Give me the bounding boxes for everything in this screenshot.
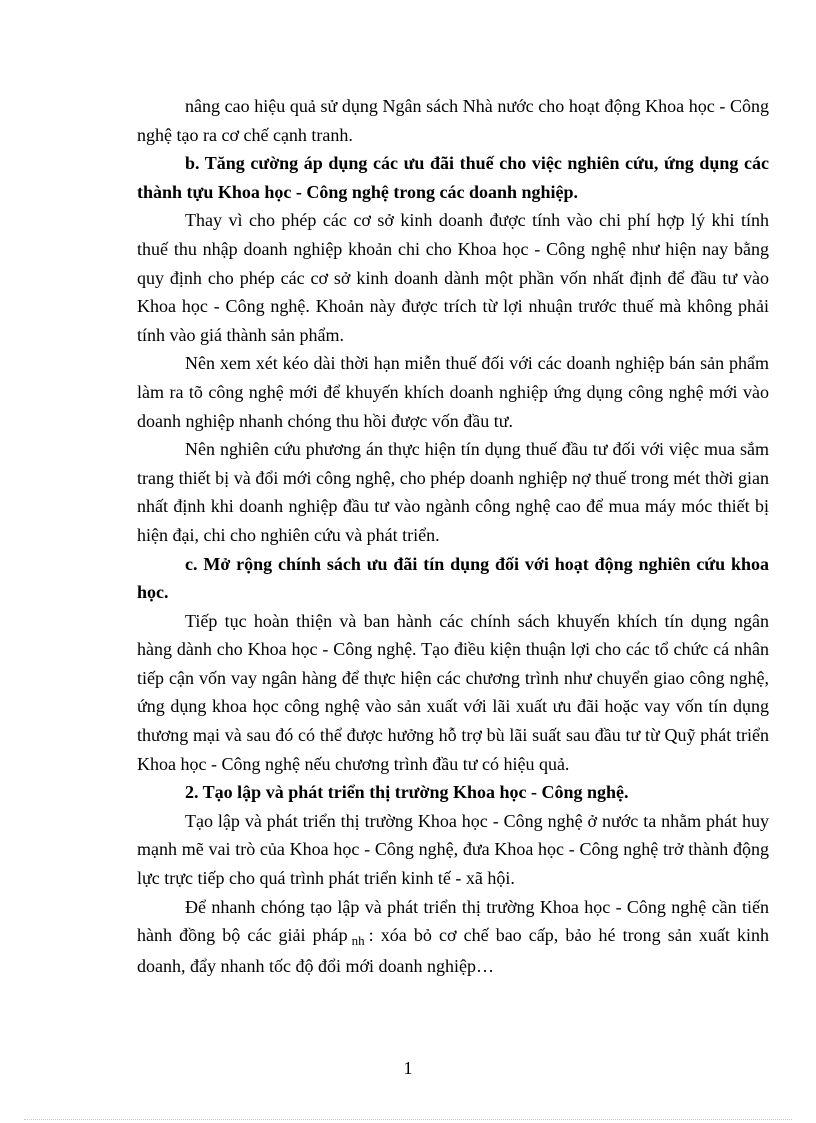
page-number: 1 — [403, 1058, 413, 1078]
paragraph-tax-deduction: Thay vì cho phép các cơ sở kinh doanh được tính vào chi phí hợp lý khi tính thuế thu nhập doanh nghiệp khoản chi cho Khoa học - Công nghệ như hiện nay bằng quy định cho phép các cơ sở kinh doanh dành một phần vốn nhất định để đầu tư vào Khoa học - Công nghệ. Khoản này được trích từ lợi nhuận trước thuế mà không phải tính vào giá thành sản phẩm. — [137, 210, 769, 345]
paragraph-credit-policy: Tiếp tục hoàn thiện và ban hành các chính sách khuyến khích tín dụng ngân hàng dành cho Khoa học - Công nghệ. Tạo điều kiện thuận lợi cho các tổ chức cá nhân tiếp cận vốn vay ngân hàng để thực hiện các chương trình như chuyển giao công nghệ, ứng dụng khoa học công nghệ vào sản xuất với lãi xuất ưu đãi hoặc vay vốn tín dụng thương mại và sau đó có thể được hưởng hỗ trợ bù lãi suất sau đầu tư từ Quỹ phát triển Khoa học - Công nghệ nếu chương trình đầu tư có hiệu quả. — [137, 610, 769, 774]
heading-technology-market: 2. Tạo lập và phát triển thị trường Khoa học - Công nghệ. — [185, 782, 629, 803]
solutions-text-before: Để nhanh chóng tạo lập và phát triển thị trường Khoa học - Công nghệ cần tiến hành đồng bộ các giải pháp — [137, 896, 769, 946]
paragraph-technology-market: Tạo lập và phát triển thị trường Khoa học - Công nghệ ở nước ta nhằm phát huy mạnh mẽ vai trò của Khoa học - Công nghệ, đưa Khoa học - Công nghệ trở thành động lực trực tiếp cho quá trình phát triển kinh tế - xã hội. — [137, 810, 769, 889]
document-page — [137, 92, 769, 980]
solutions-text-after: : xóa bỏ cơ chế bao cấp, bảo hé trong sản xuất kinh doanh, đẩy nhanh tốc độ đổi mới doanh nghiệp… — [137, 925, 770, 976]
paragraph-tax-credit: Nên nghiên cứu phương án thực hiện tín dụng thuế đầu tư đối với việc mua sắm trang thiết bị và đổi mới công nghệ, cho phép doanh nghiệp nợ thuế trong mét thời gian nhất định khi doanh nghiệp đầu tư vào ngành công nghệ cao để mua máy móc thiết bị hiện đại, chi cho nghiên cứu và phát triển. — [137, 439, 769, 545]
paragraph-continuation: nâng cao hiệu quả sử dụng Ngân sách Nhà nước cho hoạt động Khoa học - Công nghệ tạo ra cơ chế cạnh tranh. — [137, 96, 769, 145]
inline-mark: nh — [351, 933, 365, 949]
heading-credit-policy: c. Mở rộng chính sách ưu đãi tín dụng đối với hoạt động nghiên cứu khoa học. — [137, 553, 769, 603]
paragraph-tax-exemption: Nên xem xét kéo dài thời hạn miễn thuế đối với các doanh nghiệp bán sản phẩm làm ra tõ công nghệ mới để khuyến khích doanh nghiệp ứng dụng công nghệ mới vào doanh nghiệp nhanh chóng thu hồi được vốn đầu tư. — [137, 353, 769, 431]
footer-divider — [24, 1119, 792, 1120]
heading-tax-incentives: b. Tăng cường áp dụng các ưu đãi thuế cho việc nghiên cứu, ứng dụng các thành tựu Khoa học - Công nghệ trong các doanh nghiệp. — [137, 153, 769, 202]
paragraph-solutions — [137, 893, 769, 981]
